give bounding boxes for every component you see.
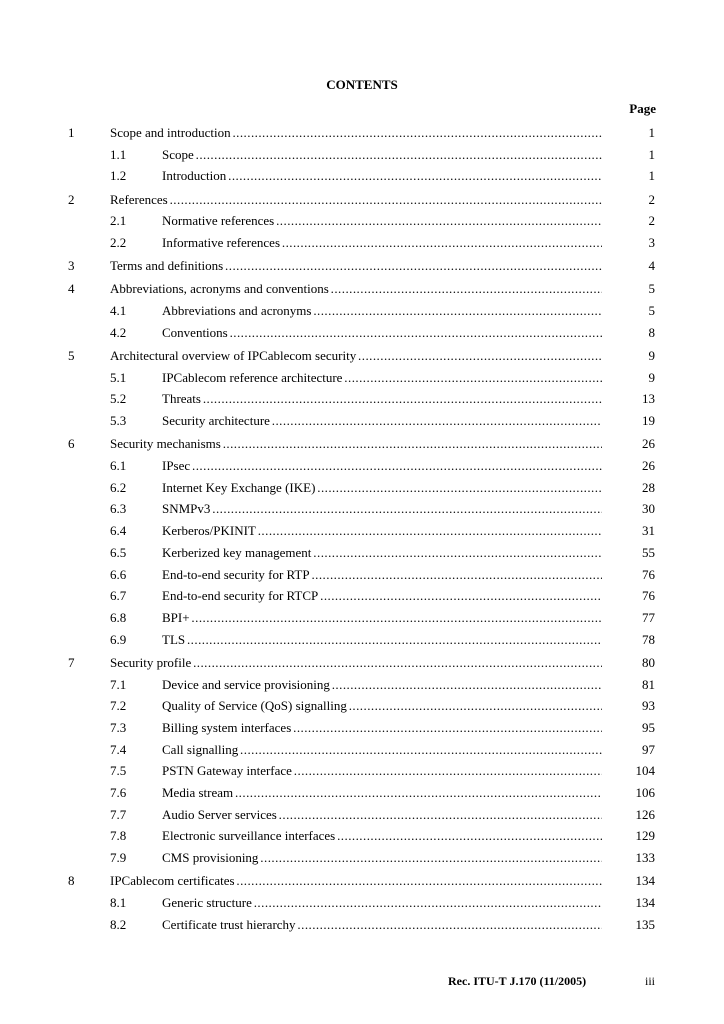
- toc-entry-number: 5: [68, 348, 75, 363]
- toc-entry[interactable]: [0, 806, 724, 824]
- toc-entry-title: Certificate trust hierarchy . . .: [162, 916, 602, 934]
- toc-entry-number: 7.6: [110, 785, 127, 800]
- toc-entry[interactable]: [0, 544, 724, 562]
- toc-entry[interactable]: [0, 587, 724, 605]
- toc-entry-number: 6.5: [110, 544, 127, 560]
- toc-entry[interactable]: [0, 762, 724, 780]
- toc-entry[interactable]: [0, 347, 724, 365]
- page-column-header: Page: [629, 101, 656, 116]
- toc-entry-page: 93: [642, 698, 655, 714]
- toc-entry-page: 97: [642, 741, 655, 757]
- toc-entry-page: 30: [642, 501, 655, 517]
- toc-entry-number: 5.2: [110, 391, 127, 407]
- toc-entry-number: 6.2: [110, 479, 127, 495]
- toc-entry[interactable]: [0, 566, 724, 584]
- toc-entry-number: 4.1: [110, 303, 127, 319]
- toc-entry-title: Internet Key Exchange (IKE) . . .: [162, 479, 602, 497]
- toc-entry-page: 135: [635, 916, 655, 932]
- toc-entry-page: 1: [648, 125, 655, 140]
- toc-entry-number: 6: [68, 436, 75, 452]
- toc-entry-page: 81: [642, 676, 655, 692]
- toc-entry-number: 7.3: [110, 719, 127, 735]
- toc-entry-page: 134: [635, 895, 655, 910]
- toc-entry-number: 7.4: [110, 741, 127, 757]
- toc-entry-number: 2.1: [110, 213, 127, 229]
- toc-entry[interactable]: [0, 412, 724, 430]
- toc-entry-title: TLS . . .: [162, 631, 602, 649]
- toc-entry-title: Conventions . . .: [162, 324, 602, 342]
- toc-entry-title: Normative references . . .: [162, 212, 602, 230]
- toc-entry-page: 19: [642, 413, 655, 429]
- toc-entry-title: Quality of Service (QoS) signalling . . .: [162, 697, 602, 715]
- toc-entry-title: Informative references . . .: [162, 234, 602, 252]
- toc-entry-number: 8.1: [110, 895, 127, 910]
- toc-entry-page: 9: [648, 369, 655, 385]
- toc-entry[interactable]: [0, 654, 724, 672]
- toc-entry-number: 1.2: [110, 168, 127, 184]
- toc-entry[interactable]: [0, 872, 724, 890]
- toc-entry-title: Electronic surveillance interfaces . . .: [162, 827, 602, 845]
- toc-entry-number: 7.9: [110, 850, 127, 866]
- toc-entry[interactable]: [0, 369, 724, 387]
- toc-entry-title: Introduction . . .: [162, 167, 602, 185]
- toc-entry-title: Terms and definitions . . .: [110, 257, 602, 275]
- toc-entry-number: 5.3: [110, 413, 127, 429]
- toc-entry-page: 1: [648, 146, 655, 162]
- toc-entry-title: IPCablecom reference architecture . . .: [162, 369, 602, 387]
- toc-entry-title: Architectural overview of IPCablecom security . . .: [110, 347, 602, 365]
- toc-entry-page: 55: [642, 544, 655, 560]
- toc-entry-number: 1.1: [110, 146, 127, 162]
- toc-entry-page: 133: [635, 850, 655, 866]
- toc-entry-title: End-to-end security for RTCP . . .: [162, 587, 602, 605]
- toc-entry-page: 13: [642, 391, 655, 407]
- toc-entry-title: Audio Server services . . .: [162, 806, 602, 824]
- toc-entry[interactable]: [0, 212, 724, 230]
- toc-entry-title: Generic structure . . .: [162, 894, 602, 912]
- toc-entry-title: Call signalling . . .: [162, 741, 602, 759]
- toc-entry-title: End-to-end security for RTP . . .: [162, 566, 602, 584]
- toc-entry-title: BPI+ . . .: [162, 609, 602, 627]
- toc-entry-number: 3: [68, 258, 75, 274]
- toc-entry-title: Threats . . .: [162, 390, 602, 408]
- toc-entry-page: 80: [642, 654, 655, 670]
- toc-entry[interactable]: [0, 435, 724, 453]
- toc-entry-number: 7: [68, 654, 75, 670]
- toc-entry-page: 126: [635, 806, 655, 822]
- toc-entry[interactable]: [0, 167, 724, 185]
- toc-entry[interactable]: [0, 124, 724, 142]
- contents-heading: CONTENTS: [326, 77, 398, 92]
- toc-entry[interactable]: [0, 827, 724, 845]
- toc-entry[interactable]: [0, 500, 724, 518]
- toc-entry-page: 4: [648, 258, 655, 274]
- toc-entry-number: 6.7: [110, 588, 127, 604]
- toc-entry-title: Security architecture . . .: [162, 412, 602, 430]
- toc-entry-number: 6.1: [110, 458, 127, 473]
- footer-recommendation: Rec. ITU-T J.170 (11/2005): [448, 974, 587, 988]
- toc-entry-title: Security profile . . .: [110, 654, 602, 672]
- toc-entry-page: 77: [642, 609, 655, 625]
- toc-entry-number: 4: [68, 281, 75, 297]
- toc-entry-title: Scope and introduction . . .: [110, 124, 602, 142]
- toc-entry-title: Abbreviations, acronyms and conventions . . .: [110, 280, 602, 298]
- toc-entry-number: 6.3: [110, 501, 127, 517]
- toc-entry-number: 7.8: [110, 828, 127, 844]
- toc-entry-title: PSTN Gateway interface . . .: [162, 762, 602, 780]
- toc-entry-number: 8: [68, 873, 75, 889]
- toc-entry-title: IPCablecom certificates . . .: [110, 872, 602, 890]
- toc-entry-page: 104: [635, 763, 655, 779]
- toc-entry-number: 7.1: [110, 676, 127, 692]
- toc-entry-page: 31: [642, 523, 655, 539]
- toc-entry[interactable]: [0, 697, 724, 715]
- toc-entry-number: 8.2: [110, 916, 127, 932]
- toc-entry-number: 2.2: [110, 235, 127, 250]
- toc-entry[interactable]: [0, 916, 724, 934]
- toc-entry-page: 134: [635, 873, 655, 889]
- toc-entry[interactable]: [0, 234, 724, 252]
- toc-entry-title: Device and service provisioning . . .: [162, 676, 602, 694]
- toc-entry-title: Abbreviations and acronyms . . .: [162, 302, 602, 320]
- toc-entry-page: 76: [642, 588, 655, 604]
- toc-entry[interactable]: [0, 390, 724, 408]
- toc-entry-number: 7.7: [110, 806, 127, 822]
- toc-entry-title: CMS provisioning . . .: [162, 849, 602, 867]
- toc-entry-number: 6.8: [110, 609, 127, 625]
- toc-entry-page: 9: [648, 348, 655, 363]
- toc-entry-title: SNMPv3 . . .: [162, 500, 602, 518]
- toc-entry-page: 78: [642, 631, 655, 647]
- toc-entry-title: Media stream . . .: [162, 784, 602, 802]
- toc-entry[interactable]: [0, 146, 724, 164]
- toc-entry[interactable]: [0, 631, 724, 649]
- toc-entry-number: 5.1: [110, 369, 127, 385]
- toc-entry-page: 5: [648, 303, 655, 319]
- toc-entry-page: 129: [635, 828, 655, 844]
- toc-entry[interactable]: [0, 894, 724, 912]
- toc-entry-page: 5: [648, 281, 655, 297]
- footer-page-number: iii: [644, 974, 655, 988]
- toc-entry-title: Kerberized key management . . .: [162, 544, 602, 562]
- toc-entry[interactable]: [0, 719, 724, 737]
- toc-entry-page: 28: [642, 479, 655, 495]
- toc-entry[interactable]: [0, 280, 724, 298]
- toc-entry-title: References . . .: [110, 191, 602, 209]
- toc-entry[interactable]: [0, 257, 724, 275]
- toc-entry-page: 2: [648, 191, 655, 207]
- toc-entry-title: Kerberos/PKINIT . . .: [162, 522, 602, 540]
- toc-entry-number: 6.6: [110, 566, 127, 582]
- toc-entry-page: 2: [648, 213, 655, 229]
- toc-entry[interactable]: [0, 324, 724, 342]
- toc-entry[interactable]: [0, 191, 724, 209]
- toc-entry-title: IPsec . . .: [162, 457, 602, 475]
- toc-entry-number: 7.5: [110, 763, 127, 779]
- toc-entry[interactable]: [0, 457, 724, 475]
- toc-entry-number: 2: [68, 191, 75, 207]
- toc-entry[interactable]: [0, 849, 724, 867]
- toc-entry[interactable]: [0, 609, 724, 627]
- toc-entry[interactable]: [0, 676, 724, 694]
- toc-entry-number: 6.4: [110, 523, 127, 539]
- toc-entry-page: 26: [642, 458, 655, 473]
- toc-entry-page: 76: [642, 566, 655, 582]
- toc-entry-page: 95: [642, 719, 655, 735]
- toc-entry[interactable]: [0, 784, 724, 802]
- toc-entry-number: 4.2: [110, 324, 127, 340]
- toc-entry-page: 3: [648, 235, 655, 250]
- toc-entry-number: 6.9: [110, 631, 127, 647]
- toc-entry-title: Scope . . .: [162, 146, 602, 164]
- toc-entry[interactable]: [0, 302, 724, 320]
- toc-entry-page: 106: [635, 785, 655, 800]
- toc-entry-number: 1: [68, 125, 75, 140]
- toc-entry[interactable]: [0, 741, 724, 759]
- toc-entry-title: Security mechanisms . . .: [110, 435, 602, 453]
- toc-entry-page: 8: [648, 324, 655, 340]
- toc-entry[interactable]: [0, 522, 724, 540]
- toc-entry-page: 26: [642, 436, 655, 452]
- toc-entry-title: Billing system interfaces . . .: [162, 719, 602, 737]
- toc-entry-page: 1: [648, 168, 655, 184]
- toc-entry-number: 7.2: [110, 698, 127, 714]
- toc-entry[interactable]: [0, 479, 724, 497]
